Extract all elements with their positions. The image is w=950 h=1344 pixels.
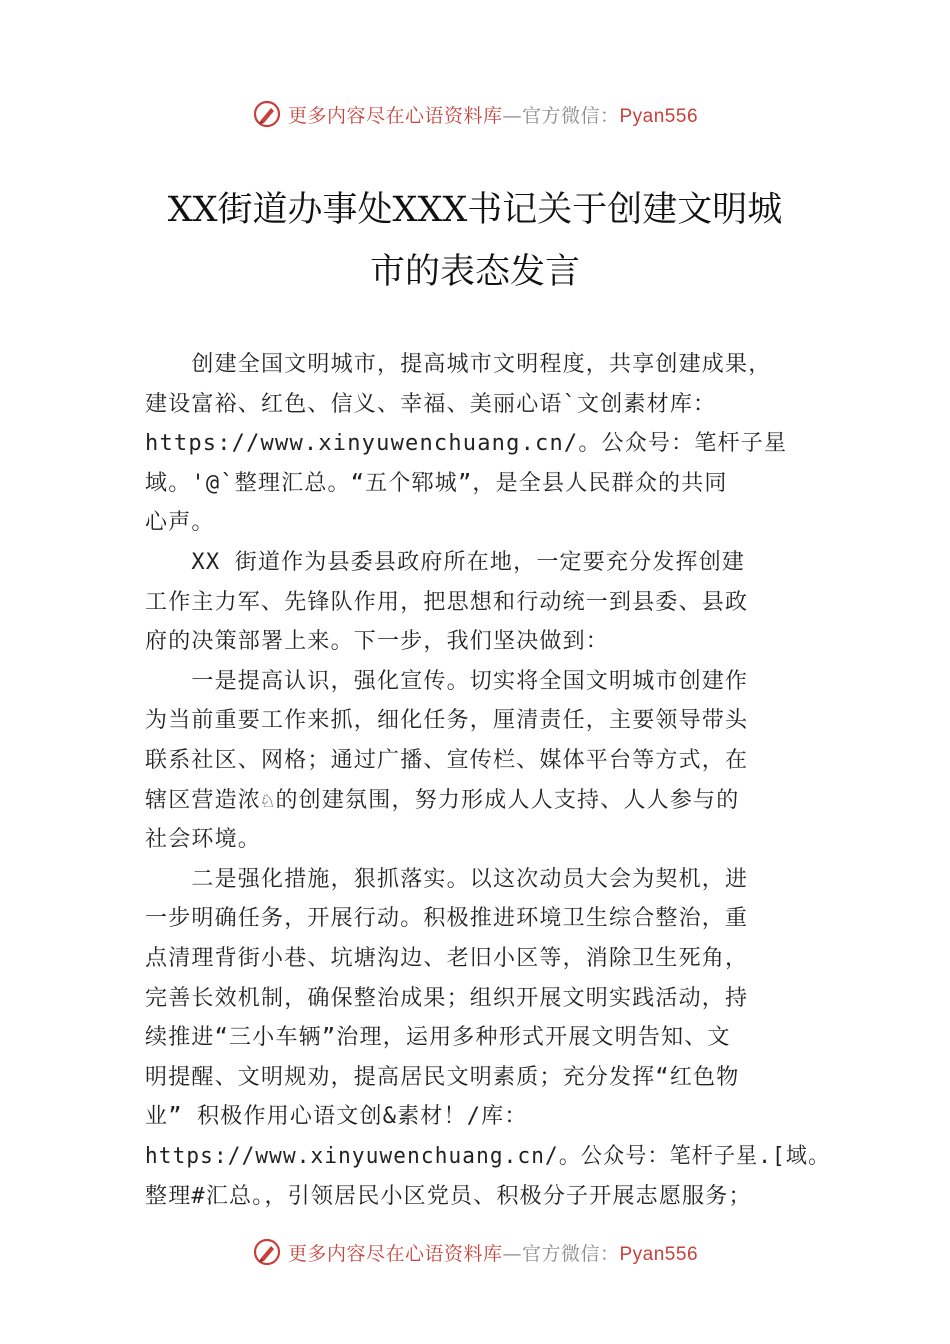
document-title-line-1: XX街道办事处XXX书记关于创建文明城	[167, 190, 783, 230]
document-title-line-2: 市的表态发言	[369, 252, 580, 292]
header-banner	[0, 94, 950, 134]
body-line: 为当前重要工作来抓，细化任务，厘清责任，主要领导带头	[145, 708, 749, 734]
body-line: 府的决策部署上来。下一步，我们坚决做到：	[145, 629, 610, 655]
body-line: 一步明确任务，开展行动。积极推进环境卫生综合整治，重	[145, 906, 749, 932]
body-line: 工作主力军、先锋队作用，把思想和行动统一到县委、县政	[145, 589, 749, 615]
body-line: XX 街道作为县委县政府所在地，一定要充分发挥创建	[145, 550, 746, 575]
body-line: 联系社区、网格；通过广播、宣传栏、媒体平台等方式，在	[145, 748, 749, 773]
body-line: 建设富裕、红色、信义、幸福、美丽心语`文创素材库：	[145, 391, 717, 417]
pen-logo-icon	[252, 99, 282, 129]
body-line: 域。'@`整理汇总。“五个郓城”，是全县人民群众的共同	[145, 470, 728, 496]
pen-logo-icon	[252, 1237, 282, 1267]
banner-red-text: 更多内容尽在心语资料库	[287, 1242, 503, 1265]
body-line: 明提醒、文明规劝，提高居民文明素质；充分发挥“红色物	[145, 1064, 740, 1090]
body-line: 社会环境。	[145, 827, 262, 853]
banner-account: Pyan556	[619, 1243, 699, 1265]
body-line: 业” 积极作用心语文创&素材！/库：	[145, 1104, 528, 1130]
banner-gray-text: —官方微信：	[502, 1242, 620, 1265]
body-line: 创建全国文明城市，提高城市文明程度，共享创建成果，	[145, 352, 772, 377]
body-line: 点清理背街小巷、坑塘沟边、老旧小区等，消除卫生死角，	[145, 946, 749, 971]
banner-account: Pyan556	[619, 105, 699, 127]
body-line: 续推进“三小车辆”治理，运用多种形式开展文明告知、文	[145, 1025, 731, 1051]
banner-gray-text: —官方微信：	[502, 104, 620, 127]
footer-banner	[0, 1232, 950, 1272]
body-line: 完善长效机制，确保整治成果；组织开展文明实践活动，持	[145, 985, 749, 1011]
body-line: 二是强化措施，狠抓落实。以这次动员大会为契机，进	[145, 866, 749, 892]
body-line: 一是提高认识，强化宣传。切实将全国文明城市创建作	[145, 668, 749, 694]
body-line: https://www.xinyuwenchuang.cn/。公众号：笔杆子星.[域。	[145, 1144, 831, 1169]
body-line: 辖区营造浓♘的创建氛围，努力形成人人支持、人人参与的	[145, 787, 740, 813]
body-line: 整理#汇总。，引领居民小区党员、积极分子开展志愿服务；	[145, 1183, 752, 1209]
banner-red-text: 更多内容尽在心语资料库	[287, 104, 503, 127]
body-line: https://www.xinyuwenchuang.cn/。公众号：笔杆子星	[145, 431, 788, 457]
body-line: 心声。	[145, 510, 215, 536]
